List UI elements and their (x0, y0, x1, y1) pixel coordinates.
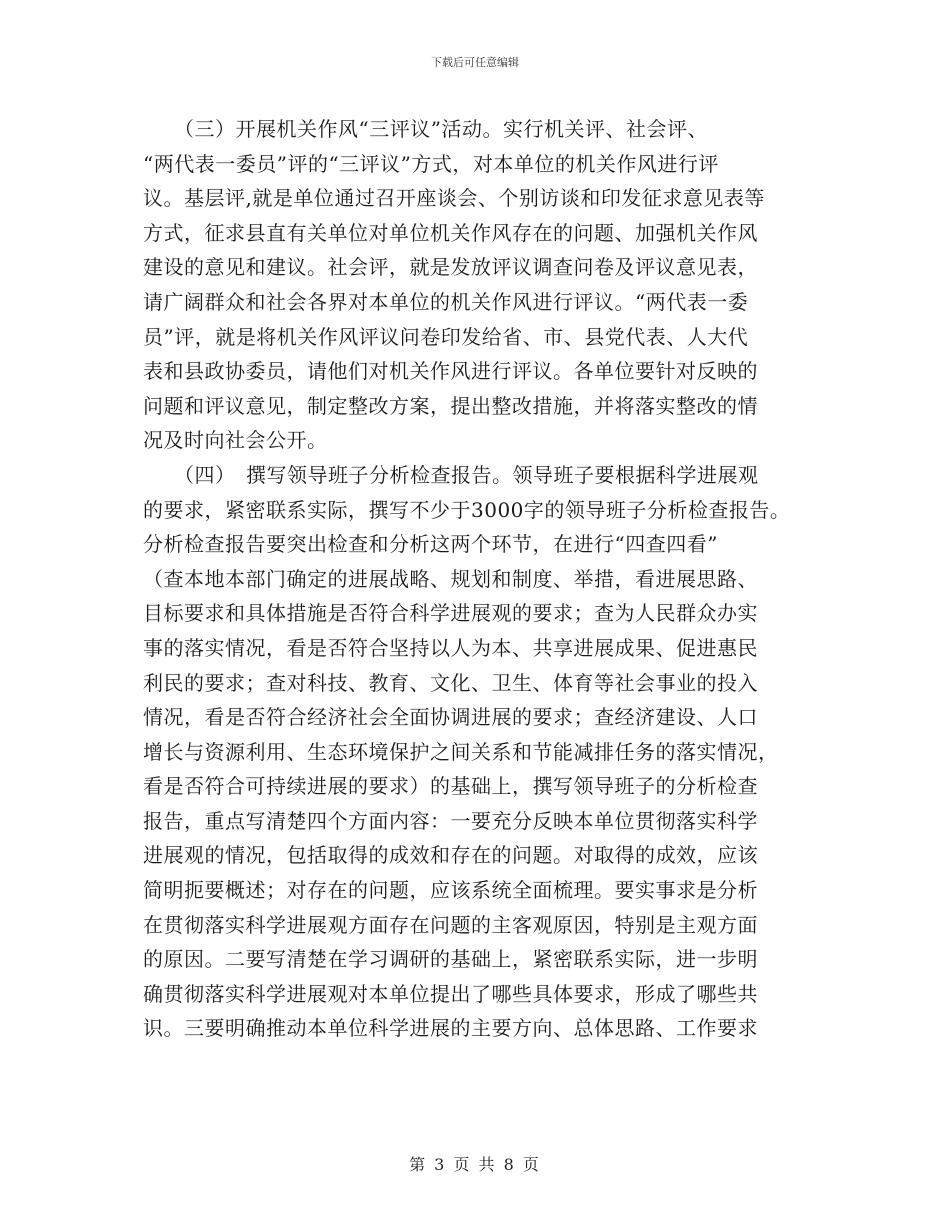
text-line: 的原因。二要写清楚在学习调研的基础上，紧密联系实际，进一步明 (143, 947, 758, 972)
document-body (143, 112, 823, 1046)
text-line: 进展观的情况，包括取得的成效和存在的问题。对取得的成效，应该 (143, 843, 758, 868)
text-line: 确贯彻落实科学进展观对本单位提出了哪些具体要求，形成了哪些共 (143, 981, 758, 1006)
text-line: 请广阔群众和社会各界对本单位的机关作风进行评议。“两代表一委 (143, 289, 749, 314)
text-line: 在贯彻落实科学进展观方面存在问题的主客观原因，特别是主观方面 (143, 912, 758, 937)
text-line: 员”评，就是将机关作风评议问卷印发给省、市、县党代表、人大代 (143, 324, 749, 349)
text-line: 议。基层评,就是单位通过召开座谈会、个别访谈和印发征求意见表等 (143, 186, 765, 211)
text-line: 的要求，紧密联系实际，撰写不少于3000字的领导班子分析检查报告。 (143, 497, 791, 522)
text-line: 事的落实情况，看是否符合坚持以人为本、共享进展成果、促进惠民 (143, 635, 758, 660)
text-line: 方式，征求县直有关单位对单位机关作风存在的问题、加强机关作风 (143, 220, 758, 245)
text-line: （三）开展机关作风“三评议”活动。实行机关评、社会评、 (143, 117, 708, 141)
text-line: 利民的要求；查对科技、教育、文化、卫生、体育等社会事业的投入 (143, 670, 758, 695)
page-header: 下载后可任意编辑 (431, 56, 519, 69)
text-line: （查本地本部门确定的进展战略、规划和制度、举措，看进展思路、 (143, 566, 758, 591)
text-line: 增长与资源利用、生态环境保护之间关系和节能减排任务的落实情况， (143, 739, 779, 764)
text-line: 况及时向社会公开。 (143, 428, 328, 453)
text-line: 看是否符合可持续进展的要求）的基础上，撰写领导班子的分析检查 (143, 774, 758, 799)
text-line: 问题和评议意见，制定整改方案，提出整改措施，并将落实整改的情 (143, 393, 758, 418)
text-line: 识。三要明确推动本单位科学进展的主要方向、总体思路、工作要求 (143, 1016, 758, 1041)
text-line: （四） 撰写领导班子分析检查报告。领导班子要根据科学进展观 (143, 462, 759, 487)
text-line: 建设的意见和建议。社会评，就是发放评议调查问卷及评议意见表， (143, 255, 758, 280)
text-line: 报告，重点写清楚四个方面内容：一要充分反映本单位贯彻落实科学 (143, 808, 758, 833)
text-line: 分析检查报告要突出检查和分析这两个环节，在进行“四查四看” (143, 532, 718, 557)
page-number: 第 3 页 共 8 页 (409, 1155, 541, 1174)
text-line: 目标要求和具体措施是否符合科学进展观的要求；查为人民群众办实 (143, 601, 758, 626)
text-line: 情况，看是否符合经济社会全面协调进展的要求；查经济建设、人口 (143, 705, 758, 730)
text-line: “两代表一委员”评的“三评议”方式，对本单位的机关作风进行评 (143, 151, 719, 176)
text-line: 简明扼要概述；对存在的问题，应该系统全面梳理。要实事求是分析 (143, 878, 758, 903)
text-line: 表和县政协委员，请他们对机关作风进行评议。各单位要针对反映的 (143, 359, 758, 384)
